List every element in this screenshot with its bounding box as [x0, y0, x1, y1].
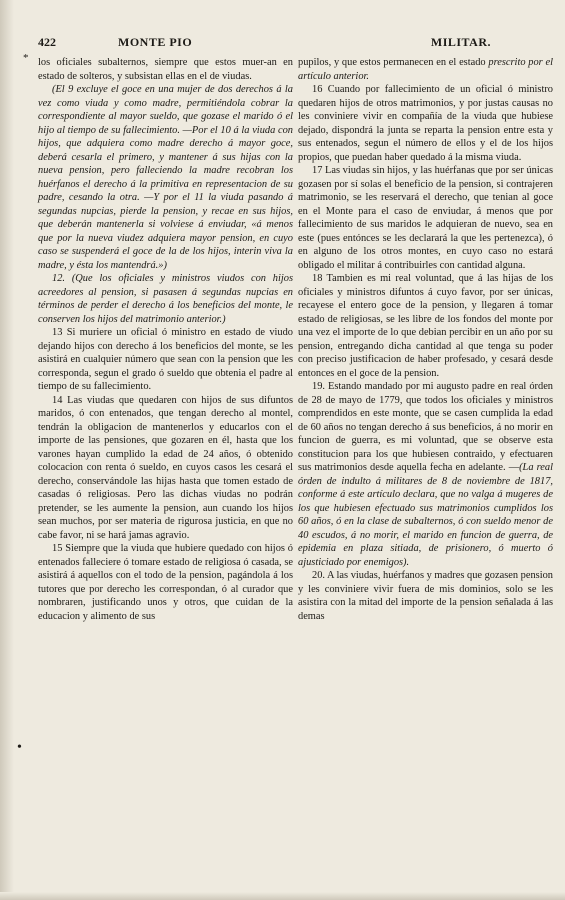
- margin-mark-lower: •: [17, 740, 22, 755]
- article-16: 16 Cuando por fallecimiento de un oficial ó ministro quedaren hijos de otros matrimonios, y por justas causas no les conviniere vivir en compañía de la viuda que hubiese dejado, dispondrá la junta se reparta la pension entre esta y sus entenados, segun el número de ellos y el de los hijos propios, que puedan haber quedado á la misma viuda.: [298, 84, 553, 163]
- note-articles-9-11: (El 9 excluye el goce en una mujer de dos derechos á la vez como viuda y como madre, permitiéndola cobrar la correspondiente al mayor sueldo, que gozase el marido ó el hijo al tiempo de su fallecimiento. —Por el 10 á la viuda con hijos, que adquiera como madre derecho á mayor goce, deberá cesarla el primero, y mantener á sus hijas con la nueva pension, pero falleciendo la madre recobran los huérfanos el derecho á la primitiva en representacion de su padre, cesando la otra. —Y por el 11 la viuda pasando á segundas nupcias, pierde la pension, y recae en sus hijos, que deberán mantenerla si volviese á enviudar, «á menos que por la nueva viudez adquiera mayor pension, en cuyo caso se suspenderá el goce de la de los hijos, interin viva la madre, y ésta los mantendrá.»): [38, 84, 293, 271]
- left-column: [38, 56, 293, 623]
- margin-mark-top: *: [23, 52, 29, 64]
- paragraph-continuation: los oficiales subalternos, siempre que estos muer-an en estado de solteros, y subsistan ellas en el de viudas.: [38, 57, 293, 82]
- article-18: 18 Tambien es mi real voluntad, que á las hijas de los oficiales y ministros difuntos á cuyo favor, por ser únicas, recayese el entero goce de la pension, y llegaren á tomar estado de religiosas, se les libre de los fondos del monte por una vez el importe de lo que debian percibir en un año por su pension, entregando dicha cantidad al que tenga su poder con preciso justificacion de haber profesado, y cesará desde entonces en el goce de la pension.: [298, 273, 553, 379]
- continuation-italic: prescrito por el artículo anterior.: [298, 57, 553, 82]
- text-columns: [38, 56, 553, 623]
- page-header: [38, 28, 553, 50]
- article-15: 15 Siempre que la viuda que hubiere quedado con hijos ó entenados falleciere ó tomare estado de religiosa ó casada, se asistirá á aquellos con el todo de la pension, pagándola á los tutores que por derecho les correspondan, ó al curador que nombraren, justificando unos y otros, que cuidan de la educacion y alimento de sus: [38, 543, 293, 622]
- page-spine-shadow: [0, 0, 14, 900]
- running-title-right: MILITAR.: [430, 35, 491, 49]
- article-19-text: 19. Estando mandado por mi augusto padre en real órden de 28 de mayo de 1779, que todos los oficiales y ministros comprendidos en este monte, que se casen cumplida la edad de 60 años no tengan derecho á sus beneficios, á no morir en funcion de guerra, es mi voluntad, que se observe esta constitucion para los que hubiesen contraido, y efectuaren sus matrimonios desde aquella fecha en adelante. —: [298, 381, 553, 473]
- running-title-left: MONTE PIO: [118, 35, 193, 49]
- right-column: [298, 56, 553, 623]
- article-19: [298, 380, 553, 569]
- article-13: 13 Si muriere un oficial ó ministro en estado de viudo dejando hijos con derecho á los beneficios del monte, se les asistirá en cualquier número que sean con la pension que les corresponda, segun el grado ó sueldo que obtenia el padre al tiempo de su fallecimiento.: [38, 327, 293, 392]
- page-bottom-edge: [0, 892, 565, 900]
- paragraph-continuation-right: [298, 56, 553, 83]
- article-12-note: 12. (Que los oficiales y ministros viudos con hijos acreedores al pension, si pasasen á segundas nupcias en términos de perder el derecho á los beneficios del monte, le conserven los hijos del matrimonio anterior.): [38, 273, 293, 325]
- continuation-text: pupilos, y que estos permanecen en el estado: [298, 57, 489, 68]
- page-number: 422: [38, 35, 56, 49]
- header-right: [298, 35, 553, 50]
- article-17: 17 Las viudas sin hijos, y las huérfanas que por ser únicas gozasen por sí solas el beneficio de la pension, si contrajeren matrimonio, se les reservará el derecho, que tenian al goce en el Monte para el caso de enviudar, á menos que por fallecimiento de sus maridos le adquieran de nuevo, sea en este (pues entónces se les declarará la que les pertenezca), ó en alguno de los otros montes, en cuyo caso no estará obligado el militar á contribuirles con cantidad alguna.: [298, 165, 553, 271]
- article-20: 20. A las viudas, huérfanos y madres que gozasen pension y les conviniere vivir fuera de mis dominios, solo se les asistira con la mitad del importe de la pension señalada á las demas: [298, 570, 553, 622]
- article-14: 14 Las viudas que quedaren con hijos de sus difuntos maridos, ó con entenados, que tengan derecho al montel, tendrán la obligacion de mantenerlos y educarlos con el importe de las pensiones, que gozaren en él, hasta que los varones hayan cumplido la edad de 24 años, ó obtenido colocacion con renta ó sueldo, en cuyos casos les cesará el derecho, conservándole las hijas hasta que tomen estado de casadas ó religiosas. Pero las dichas viudas no podrán pretender, se les aumente la pension, aun cuando los hijos sean muchos, por ser materia de rigurosa justicia, en que no cabe favor, ni se hará jamas agravio.: [38, 394, 293, 541]
- article-19-note: (La real órden de indulto á militares de 8 de noviembre de 1817, conforme á este artículo declara, que no valga á mugeres de los que hubiesen efectuado sus matrimonios cumplidos los 60 años, ó en la clase de subalternos, ó con sueldo menor de 40 escudos, á no morir, el marido en funcion de guerra, de epidemia en plaza sitiada, de prisionero, ó muerto ó ajusticiado por enemigos).: [298, 462, 553, 568]
- header-left: [38, 35, 293, 50]
